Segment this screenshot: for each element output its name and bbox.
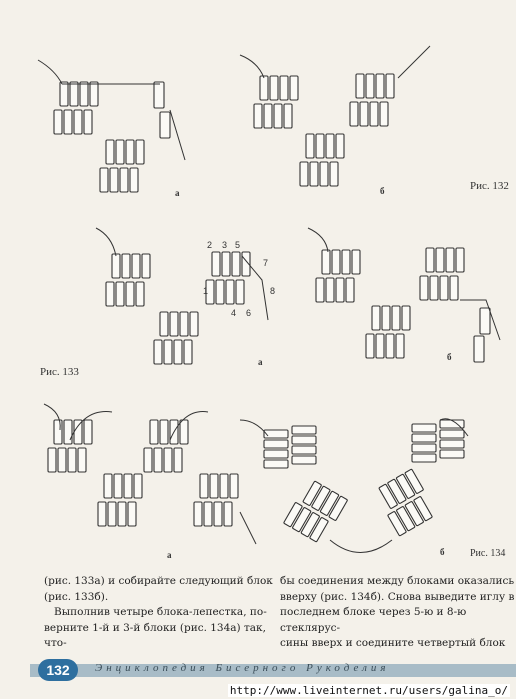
fig134-sub-a: а [167, 550, 172, 560]
text-line: (рис. 133б). [44, 590, 109, 603]
bugle-bead [74, 420, 82, 444]
text-line: бы соединения между блоками оказались [280, 575, 515, 587]
bugle-bead [126, 140, 134, 164]
bead-number-7: 7 [263, 258, 269, 268]
bugle-bead [164, 340, 172, 364]
text-line: вверху (рис. 134б). Снова выведите иглу в [280, 590, 515, 603]
bugle-bead [310, 162, 318, 186]
bugle-bead [128, 502, 136, 526]
bead-number-1: 1 [203, 286, 209, 296]
bugle-bead [122, 254, 130, 278]
bugle-bead [386, 334, 394, 358]
bead-number-4: 4 [231, 308, 237, 318]
bugle-bead [190, 312, 198, 336]
fig133-caption: Рис. 133 [40, 366, 79, 378]
bugle-bead [136, 140, 144, 164]
text-column-right [280, 574, 516, 652]
bugle-bead [436, 248, 444, 272]
bugle-bead [254, 104, 262, 128]
bugle-bead [426, 248, 434, 272]
bugle-bead [154, 448, 162, 472]
bugle-bead [270, 76, 278, 100]
bugle-bead [316, 134, 324, 158]
bugle-bead [412, 444, 436, 452]
bugle-bead [300, 162, 308, 186]
bugle-bead [264, 460, 288, 468]
bugle-bead [396, 334, 404, 358]
bugle-bead [280, 76, 288, 100]
bugle-bead [236, 280, 244, 304]
bugle-bead [68, 448, 76, 472]
bugle-bead [230, 474, 238, 498]
bugle-bead [180, 312, 188, 336]
bugle-bead [84, 420, 92, 444]
watermark-url: http://www.liveinternet.ru/users/galina_o/ [229, 684, 508, 697]
bugle-bead [392, 306, 400, 330]
bugle-bead [54, 110, 62, 134]
bugle-bead [292, 446, 316, 454]
bugle-bead [352, 250, 360, 274]
bugle-bead [412, 454, 436, 462]
bugle-bead [440, 440, 464, 448]
bugle-bead [160, 312, 168, 336]
bugle-bead [204, 502, 212, 526]
fig133-sub-a: а [258, 357, 263, 367]
page-number: 132 [38, 659, 78, 681]
bugle-bead [440, 430, 464, 438]
bugle-bead [116, 282, 124, 306]
bugle-bead [80, 82, 88, 106]
bugle-bead [154, 82, 164, 108]
text-line: последнем блоке через 5-ю и 8-ю стеклярус- [280, 606, 467, 634]
bugle-bead [430, 276, 438, 300]
bugle-bead [376, 74, 384, 98]
bugle-bead [326, 134, 334, 158]
thread-line [96, 228, 116, 256]
fig134-sub-b: б [440, 547, 445, 557]
bugle-bead [264, 430, 288, 438]
bugle-bead [180, 420, 188, 444]
thread-line [240, 55, 264, 78]
bugle-bead [356, 74, 364, 98]
bugle-bead [330, 162, 338, 186]
bugle-bead [372, 306, 380, 330]
bugle-bead [216, 280, 224, 304]
bugle-bead [48, 448, 56, 472]
bugle-bead [382, 306, 390, 330]
bugle-bead [210, 474, 218, 498]
bugle-bead [124, 474, 132, 498]
bugle-bead [194, 502, 202, 526]
bugle-bead [336, 134, 344, 158]
bead-number-6: 6 [246, 308, 252, 318]
bugle-bead [74, 110, 82, 134]
bugle-bead [232, 252, 240, 276]
bugle-bead [126, 282, 134, 306]
bugle-bead [360, 102, 368, 126]
bugle-bead [366, 74, 374, 98]
bugle-bead [106, 282, 114, 306]
bugle-bead [292, 436, 316, 444]
bugle-bead [174, 340, 182, 364]
bugle-bead [420, 276, 428, 300]
fig132-sub-a: а [175, 188, 180, 198]
bugle-bead [106, 140, 114, 164]
bead-number-8: 8 [270, 286, 276, 296]
bugle-bead [346, 278, 354, 302]
bugle-bead [336, 278, 344, 302]
thread-line [170, 110, 185, 160]
bugle-bead [200, 474, 208, 498]
bugle-bead [292, 456, 316, 464]
bugle-bead [170, 312, 178, 336]
bugle-bead [104, 474, 112, 498]
bugle-bead [332, 250, 340, 274]
bugle-bead [290, 76, 298, 100]
bugle-bead [164, 448, 172, 472]
bugle-bead [116, 140, 124, 164]
bugle-bead [274, 104, 282, 128]
text-line: (рис. 133а) и собирайте следующий блок [44, 575, 273, 587]
bead-number-5: 5 [235, 240, 241, 250]
fig133-sub-b: б [447, 352, 452, 362]
thread-line [398, 46, 430, 78]
bugle-bead [284, 104, 292, 128]
thread-line [308, 228, 328, 252]
bugle-bead [322, 250, 330, 274]
bugle-bead [174, 448, 182, 472]
bugle-bead [136, 282, 144, 306]
bugle-bead [142, 254, 150, 278]
bugle-bead [224, 502, 232, 526]
bugle-bead [54, 420, 62, 444]
bugle-bead [376, 334, 384, 358]
bugle-bead [160, 420, 168, 444]
bugle-bead [480, 308, 490, 334]
bugle-bead [450, 276, 458, 300]
bugle-bead [70, 82, 78, 106]
bugle-bead [84, 110, 92, 134]
bugle-bead [58, 448, 66, 472]
fig132-caption: Рис. 132 [470, 180, 509, 192]
bugle-bead [100, 168, 108, 192]
book-title: Энциклопедия Бисерного Рукоделия [95, 662, 390, 674]
bugle-bead [264, 450, 288, 458]
bugle-bead [212, 252, 220, 276]
bugle-bead [118, 502, 126, 526]
bugle-bead [342, 250, 350, 274]
bugle-bead [60, 82, 68, 106]
bugle-bead [184, 340, 192, 364]
thread-line [330, 540, 392, 553]
bugle-bead [108, 502, 116, 526]
bugle-bead [370, 102, 378, 126]
bugle-bead [326, 278, 334, 302]
bugle-bead [220, 474, 228, 498]
bugle-bead [306, 134, 314, 158]
bugle-bead [264, 104, 272, 128]
bugle-bead [260, 76, 268, 100]
fig132-sub-b: б [380, 186, 385, 196]
bugle-bead [402, 306, 410, 330]
bugle-bead [292, 426, 316, 434]
bugle-bead [412, 434, 436, 442]
bugle-bead [160, 112, 170, 138]
bugle-bead [474, 336, 484, 362]
bugle-bead [380, 102, 388, 126]
bugle-bead [64, 420, 72, 444]
text-line: верните 1-й и 3-й блоки (рис. 134а) так, что- [44, 621, 266, 649]
bugle-bead [456, 248, 464, 272]
bugle-bead [112, 254, 120, 278]
bugle-bead [98, 502, 106, 526]
bugle-bead [222, 252, 230, 276]
fig134-caption: Рис. 134 [470, 548, 506, 559]
page-footer [0, 657, 516, 683]
bugle-bead [132, 254, 140, 278]
bugle-bead [440, 276, 448, 300]
text-line: сины вверх и соедините четвертый блок [280, 637, 506, 649]
bead-number-3: 3 [222, 240, 228, 250]
text-column-left [44, 574, 276, 652]
bugle-bead [78, 448, 86, 472]
text-line: Выполнив четыре блока-лепестка, по- [54, 606, 267, 618]
thread-line [38, 60, 62, 84]
bugle-bead [114, 474, 122, 498]
bugle-bead [440, 450, 464, 458]
bugle-bead [130, 168, 138, 192]
bugle-bead [386, 74, 394, 98]
bugle-bead [316, 278, 324, 302]
bugle-bead [110, 168, 118, 192]
bugle-bead [446, 248, 454, 272]
thread-line [240, 512, 256, 544]
bugle-bead [320, 162, 328, 186]
bead-number-2: 2 [207, 240, 213, 250]
bugle-bead [150, 420, 158, 444]
bugle-bead [412, 424, 436, 432]
bugle-bead [226, 280, 234, 304]
bugle-bead [350, 102, 358, 126]
bugle-bead [214, 502, 222, 526]
bugle-bead [366, 334, 374, 358]
bugle-bead [154, 340, 162, 364]
bugle-bead [144, 448, 152, 472]
bugle-bead [90, 82, 98, 106]
bugle-bead [134, 474, 142, 498]
bugle-bead [120, 168, 128, 192]
bugle-bead [64, 110, 72, 134]
bugle-bead [264, 440, 288, 448]
